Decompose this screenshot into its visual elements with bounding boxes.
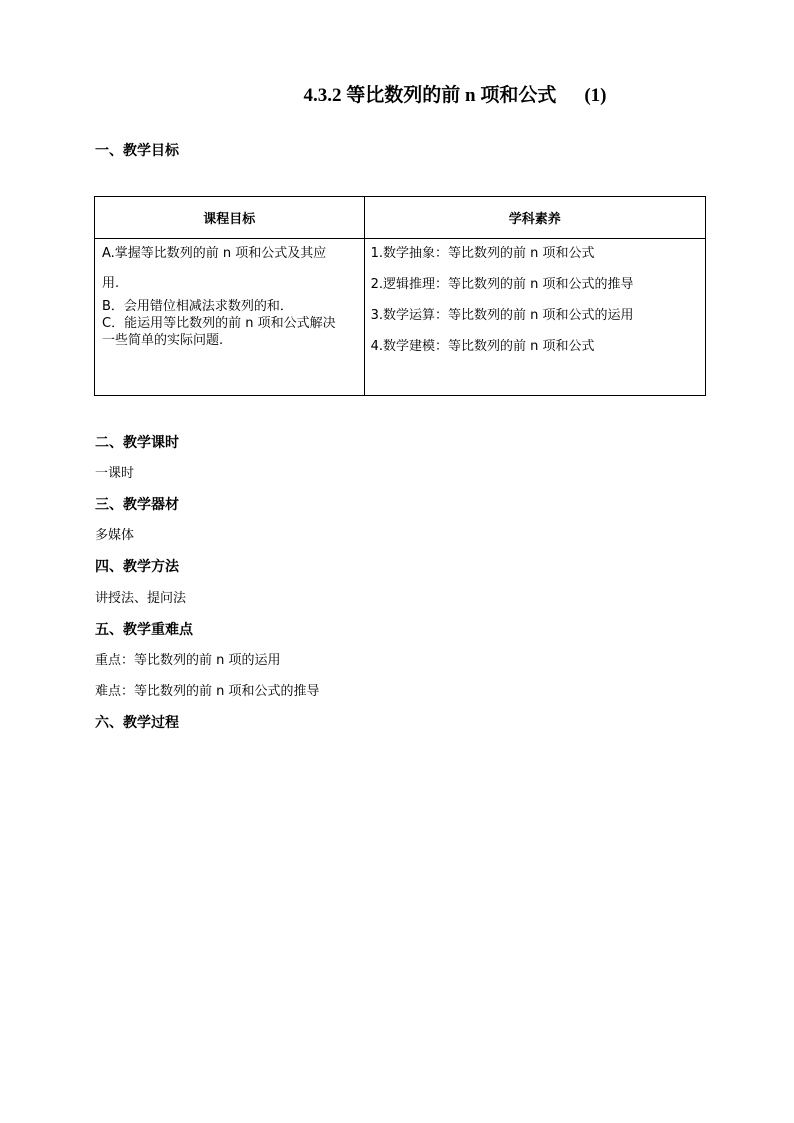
title-part-number: (1) xyxy=(584,85,607,106)
key-point-text: 重点：等比数列的前 n 项的运用 xyxy=(95,653,281,668)
header-course-goals: 课程目标 xyxy=(95,197,365,239)
heading-equipment: 三、教学器材 xyxy=(95,497,179,513)
course-goal-line: 一些简单的实际问题. xyxy=(102,333,224,348)
heading-class-hours: 二、教学课时 xyxy=(95,435,179,451)
heading-key-difficult-points: 五、教学重难点 xyxy=(95,622,193,638)
heading-teaching-goals: 一、教学目标 xyxy=(95,143,179,159)
course-goal-line: C．能运用等比数列的前 n 项和公式解决 xyxy=(102,316,336,331)
heading-teaching-process: 六、教学过程 xyxy=(95,715,179,731)
course-goals-cell xyxy=(95,239,365,396)
heading-methods: 四、教学方法 xyxy=(95,559,179,575)
table-row xyxy=(95,239,706,396)
course-goal-line: B．会用错位相减法求数列的和． xyxy=(102,299,293,314)
course-goal-line: 用. xyxy=(102,276,120,291)
goals-table xyxy=(94,196,706,396)
equipment-text: 多媒体 xyxy=(95,528,135,543)
course-goal-line: A.掌握等比数列的前 n 项和公式及其应 xyxy=(102,246,327,261)
document-title xyxy=(0,80,794,107)
literacy-line: 3.数学运算：等比数列的前 n 项和公式的运用 xyxy=(370,308,634,323)
title-main: 4.3.2 等比数列的前 n 项和公式 xyxy=(303,85,557,106)
methods-text: 讲授法、提问法 xyxy=(95,591,187,606)
literacy-cell xyxy=(364,239,705,396)
literacy-line: 4.数学建模：等比数列的前 n 项和公式 xyxy=(370,339,595,354)
difficulty-text: 难点：等比数列的前 n 项和公式的推导 xyxy=(95,684,320,699)
table-header-row xyxy=(95,197,706,239)
literacy-line: 2.逻辑推理：等比数列的前 n 项和公式的推导 xyxy=(370,277,634,292)
class-hours-text: 一课时 xyxy=(95,466,135,481)
header-subject-literacy: 学科素养 xyxy=(364,197,705,239)
literacy-line: 1.数学抽象：等比数列的前 n 项和公式 xyxy=(370,246,595,261)
